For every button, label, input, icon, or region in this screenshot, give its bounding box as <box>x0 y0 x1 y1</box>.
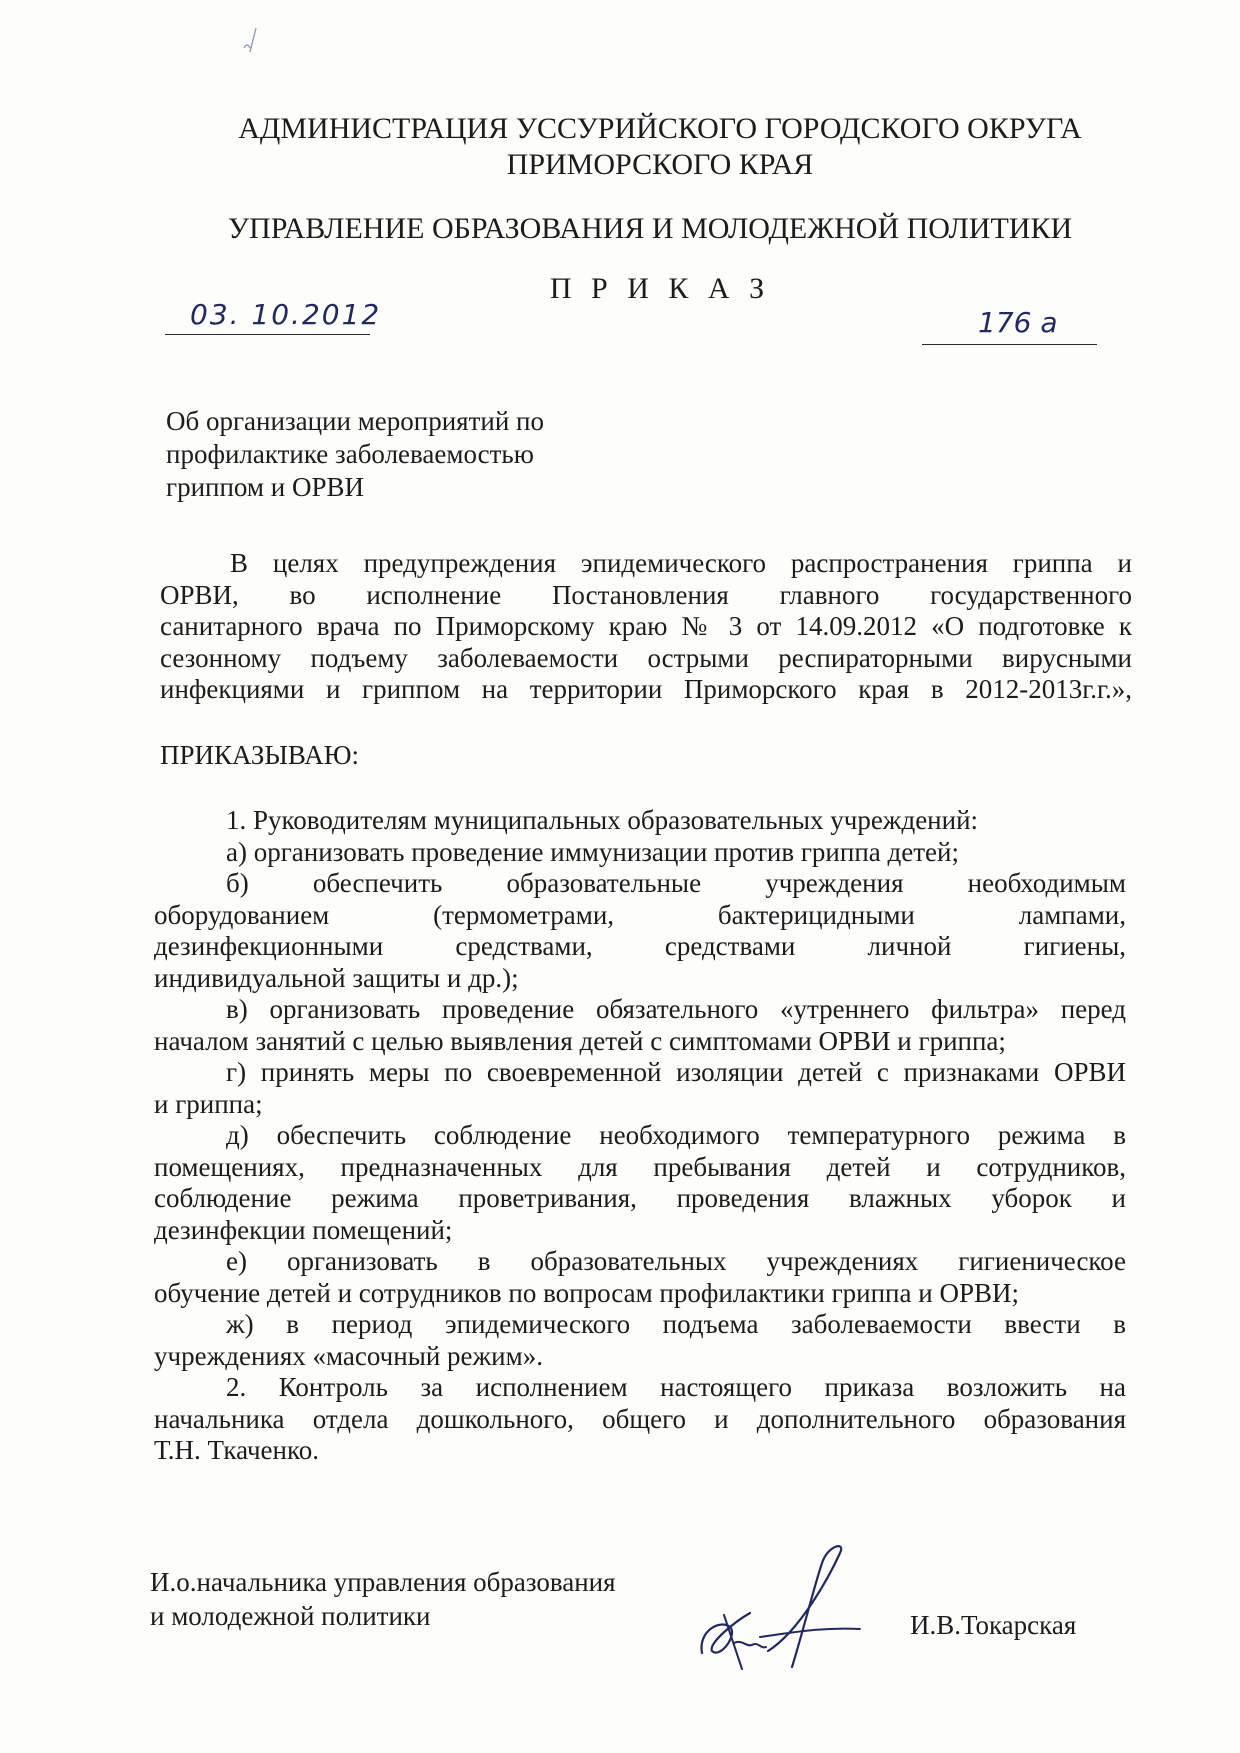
region-title: ПРИМОРСКОГО КРАЯ <box>506 148 814 181</box>
item-1-heading: 1. Руководителям муниципальных образовательных учреждений: <box>226 805 979 835</box>
item-2-line: Т.Н. Ткаченко. <box>154 1435 319 1465</box>
item-d-line: дезинфекции помещений; <box>154 1214 453 1245</box>
subject-line: гриппом и ОРВИ <box>166 472 364 502</box>
item-d-line: соблюдение режима проветривания, проведения влажных уборок и <box>154 1183 1126 1213</box>
item-g-line: г) принять меры по своевременной изоляции детей с признаками ОРВИ <box>226 1057 1126 1087</box>
preamble-paragraph <box>160 548 1132 706</box>
number-underline <box>922 344 1097 345</box>
subject-line: Об организации мероприятий по <box>166 406 544 436</box>
signer-name: И.В.Токарская <box>910 1610 1077 1640</box>
item-v-line: началом занятий с целью выявления детей с симптомами ОРВИ и гриппа; <box>154 1025 1006 1056</box>
signer-position-line: и молодежной политики <box>150 1601 431 1631</box>
item-zh-line: учреждениях «масочный режим». <box>154 1340 543 1371</box>
subject-line: профилактике заболеваемостью <box>166 439 534 469</box>
administration-title: АДМИНИСТРАЦИЯ УССУРИЙСКОГО ГОРОДСКОГО ОКРУГА <box>238 112 1082 145</box>
item-b-line: дезинфекционными средствами, средствами личной гигиены, <box>154 931 1126 961</box>
item-g-line: и гриппа; <box>154 1088 263 1119</box>
preamble-line: ОРВИ, во исполнение Постановления главного государственного <box>160 579 1132 610</box>
item-a: а) организовать проведение иммунизации против гриппа детей; <box>226 836 959 867</box>
preamble-line: сезонному подъему заболеваемости острыми респираторными вирусными <box>160 642 1132 673</box>
item-2-line: 2. Контроль за исполнением настоящего приказа возложить на <box>226 1372 1126 1402</box>
item-d-line: д) обеспечить соблюдение необходимого температурного режима в <box>226 1120 1126 1150</box>
order-subject <box>166 405 544 504</box>
document-type: П Р И К А З <box>549 272 771 305</box>
item-b-line: оборудованием (термометрами, бактерицидными лампами, <box>154 899 1126 930</box>
order-date: 03. 10.2012 <box>190 298 382 331</box>
item-e-line: обучение детей и сотрудников по вопросам профилактики гриппа и ОРВИ; <box>154 1277 1019 1308</box>
item-d-line: помещениях, предназначенных для пребывания детей и сотрудников, <box>154 1151 1126 1182</box>
item-b-line: индивидуальной защиты и др.); <box>154 962 519 993</box>
handwritten-signature <box>690 1535 900 1675</box>
preamble-line: инфекциями и гриппом на территории Приморского края в 2012-2013г.г.», <box>160 674 1132 704</box>
item-b-line: б) обеспечить образовательные учреждения необходимым <box>226 868 1126 898</box>
item-2-line: начальника отдела дошкольного, общего и дополнительного образования <box>154 1403 1126 1434</box>
preamble-line: санитарного врача по Приморскому краю № 3 от 14.09.2012 «О подготовке к <box>160 611 1132 641</box>
order-number: 176 а <box>978 306 1058 339</box>
signer-position <box>150 1565 616 1633</box>
item-zh-line: ж) в период эпидемического подъема заболеваемости ввести в <box>226 1309 1126 1339</box>
department-title: УПРАВЛЕНИЕ ОБРАЗОВАНИЯ И МОЛОДЕЖНОЙ ПОЛИТИКИ <box>227 212 1073 245</box>
item-e-line: е) организовать в образовательных учреждениях гигиеническое <box>226 1246 1126 1276</box>
order-items <box>154 805 1126 1467</box>
preamble-line: В целях предупреждения эпидемического распространения гриппа и <box>230 548 1132 578</box>
command-heading: ПРИКАЗЫВАЮ: <box>160 740 359 770</box>
stray-pen-mark <box>238 18 278 58</box>
item-v-line: в) организовать проведение обязательного «утреннего фильтра» перед <box>226 994 1126 1024</box>
date-underline <box>165 334 370 335</box>
signer-position-line: И.о.начальника управления образования <box>150 1567 616 1597</box>
